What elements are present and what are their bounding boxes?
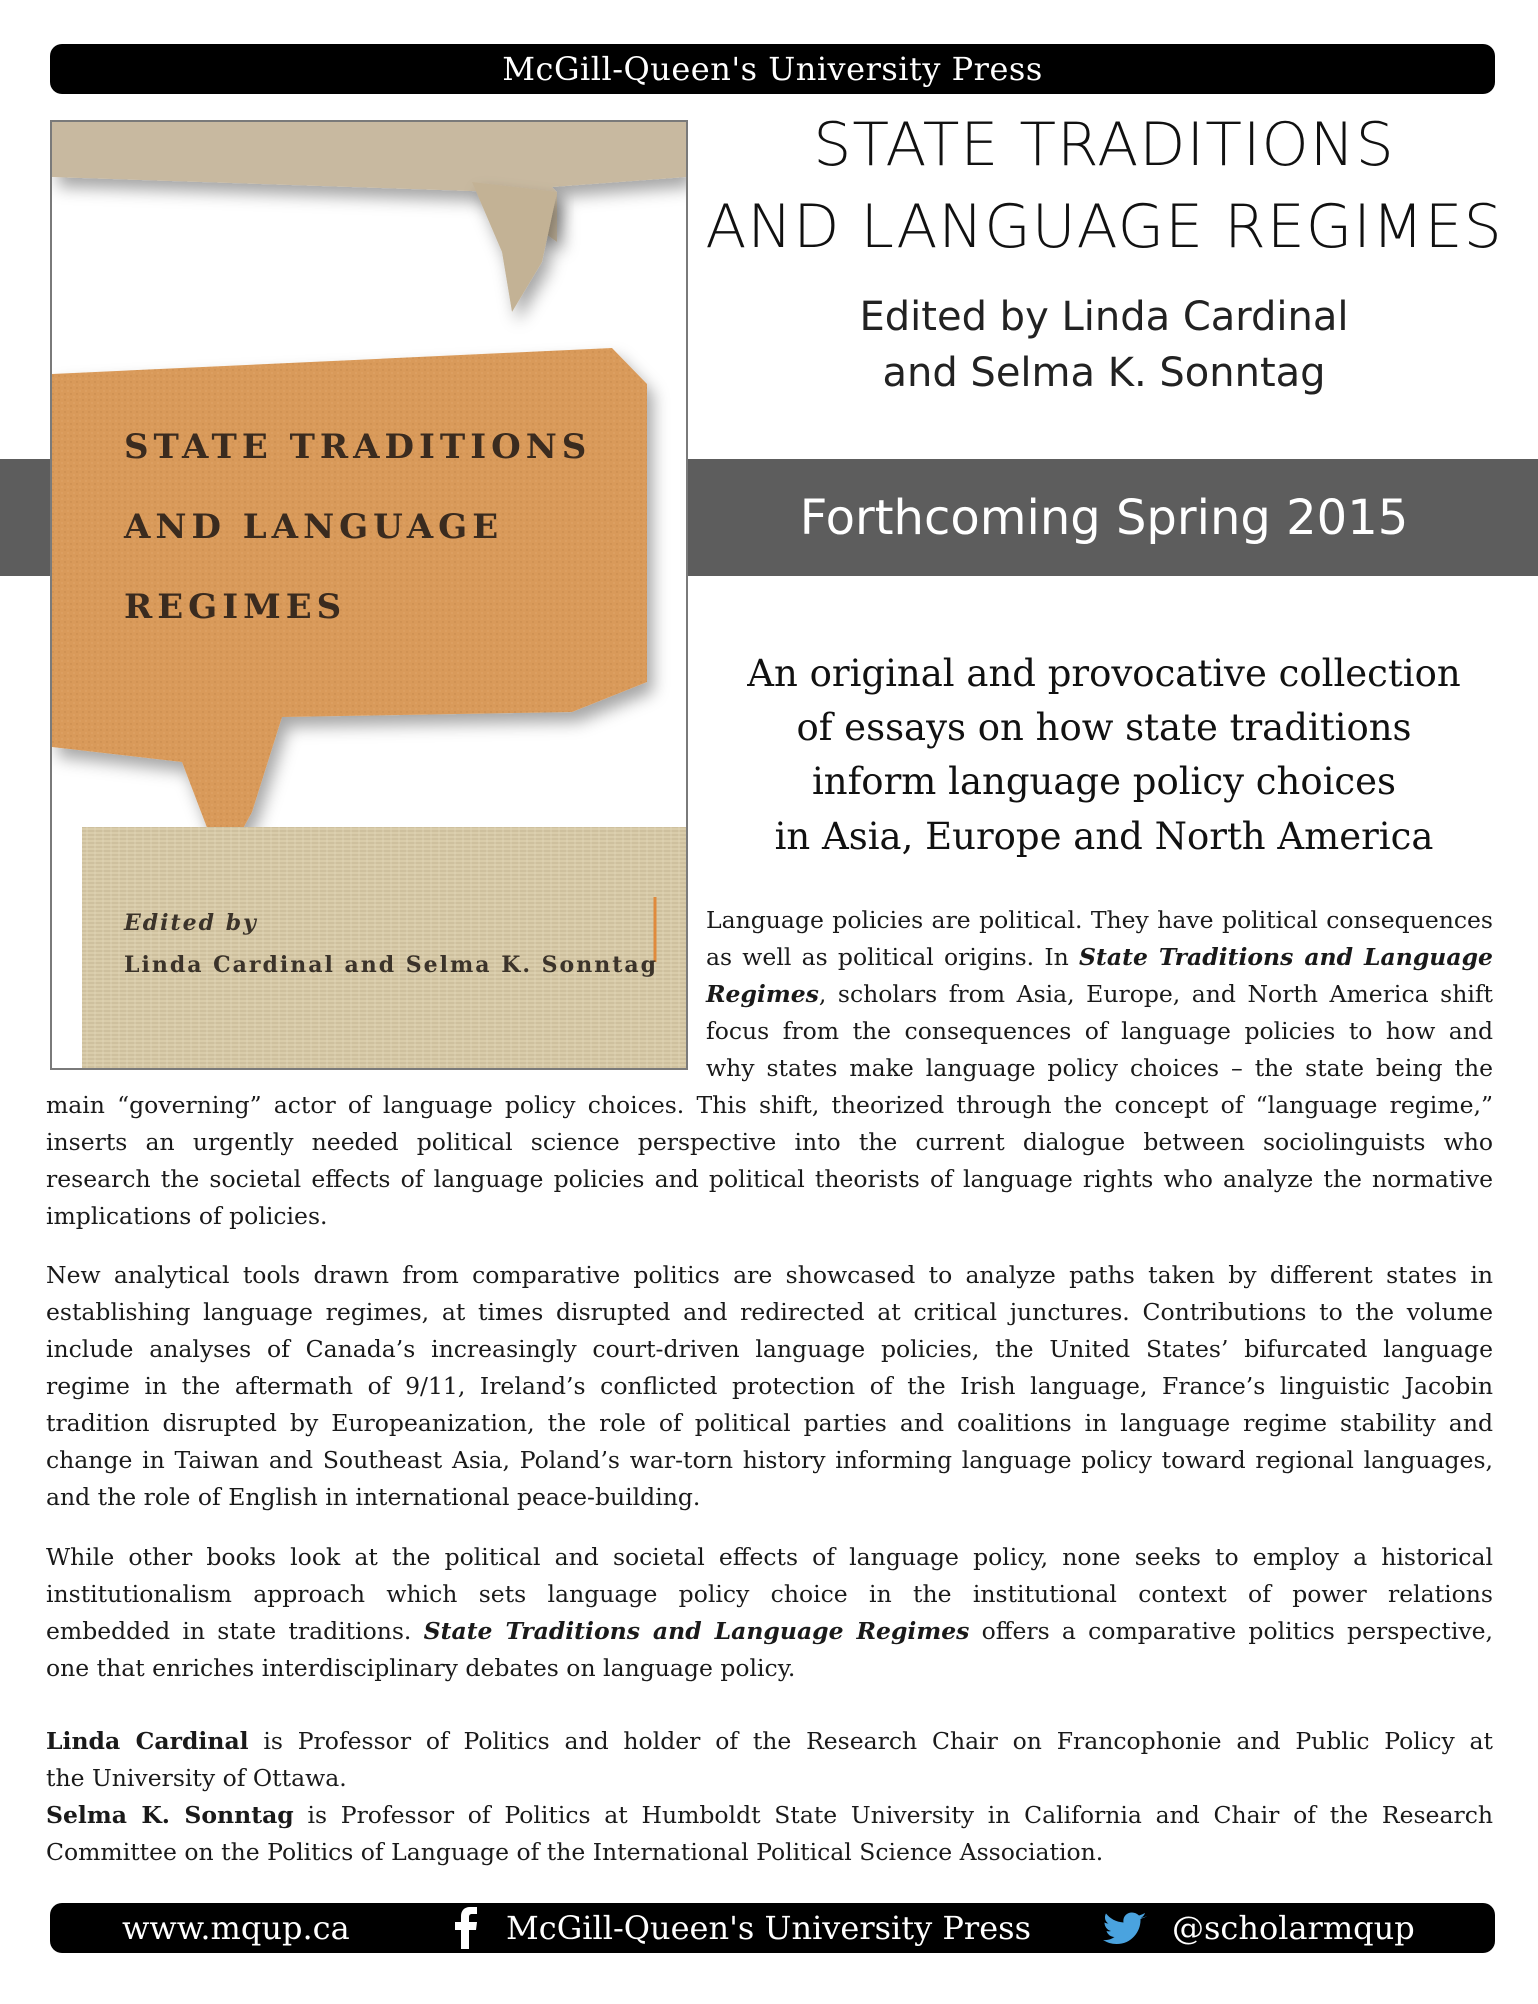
book-title-italic: State Traditions and Language Regimes bbox=[423, 1617, 970, 1645]
publisher-banner bbox=[50, 44, 1495, 94]
bio-line bbox=[46, 1801, 1493, 1829]
p2-line: regime in the aftermath of 9/11, Ireland’s conflicted protection of the Irish language, France’s linguistic Jacobin bbox=[46, 1372, 1493, 1400]
p2-line: New analytical tools drawn from comparative politics are showcased to analyze paths taken by different states in bbox=[46, 1261, 1493, 1289]
p1-text: , scholars from Asia, Europe, and North America shift bbox=[818, 980, 1493, 1008]
p1-line: inserts an urgently needed political science perspective into the current dialogue between sociolinguists who bbox=[46, 1128, 1493, 1156]
p2-line: establishing language regimes, at times disrupted and redirected at critical junctures. Contributions to the volume bbox=[46, 1298, 1493, 1326]
p2-line: include analyses of Canada’s increasingly court-driven language policies, the United States’ bifurcated language bbox=[46, 1335, 1493, 1363]
p1-line: why states make language policy choices – the state being the bbox=[706, 1054, 1493, 1082]
p1-line: implications of policies. bbox=[46, 1202, 328, 1230]
p2-line: and the role of English in international peace-building. bbox=[46, 1483, 701, 1511]
cover-title-line-2: AND LANGUAGE bbox=[124, 507, 504, 547]
p2-line: tradition disrupted by Europeanization, the role of political parties and coalitions in language regime stability and bbox=[46, 1409, 1493, 1437]
p3-line: While other books look at the political and societal effects of language policy, none seeks to employ a historical bbox=[46, 1543, 1493, 1571]
tagline-line-3: inform language policy choices bbox=[811, 760, 1397, 803]
facebook-icon[interactable] bbox=[452, 1907, 478, 1957]
bio-line bbox=[46, 1727, 1493, 1755]
facebook-link[interactable]: McGill-Queen's University Press bbox=[506, 1909, 1031, 1947]
editors-line-2: and Selma K. Sonntag bbox=[882, 350, 1326, 396]
bio-name: Linda Cardinal bbox=[46, 1727, 249, 1755]
website-link[interactable]: www.mqup.ca bbox=[122, 1909, 350, 1947]
book-title-italic: State Traditions and Language bbox=[1079, 943, 1493, 971]
twitter-icon[interactable] bbox=[1103, 1912, 1147, 1954]
bio-name: Selma K. Sonntag bbox=[46, 1801, 294, 1829]
p3-text: embedded in state traditions. bbox=[46, 1617, 424, 1645]
cover-title-line-3: REGIMES bbox=[124, 587, 347, 627]
p1-line: main “governing” actor of language policy choices. This shift, theorized through the concept of “language regime,” bbox=[46, 1091, 1493, 1119]
cover-editors: Linda Cardinal and Selma K. Sonntag bbox=[124, 952, 658, 978]
bio-line: Committee on the Politics of Language of the International Political Science Association. bbox=[46, 1838, 1104, 1866]
p1-line: research the societal effects of language policies and political theorists of language rights who analyze the normative bbox=[46, 1165, 1493, 1193]
p3-text: offers a comparative politics perspective, bbox=[969, 1617, 1494, 1645]
p3-line: institutionalism approach which sets language policy choice in the institutional context of power relations bbox=[46, 1580, 1493, 1608]
cover-edited-by: Edited by bbox=[124, 910, 258, 936]
twitter-handle[interactable]: @scholarmqup bbox=[1172, 1909, 1415, 1947]
bio-text: is Professor of Politics and holder of the Research Chair on Francophonie and Public Policy at bbox=[248, 1727, 1493, 1755]
p1-text: as well as political origins. In bbox=[706, 943, 1080, 971]
editors-line-1: Edited by Linda Cardinal bbox=[859, 294, 1349, 340]
book-title-line-2: AND LANGUAGE REGIMES bbox=[705, 192, 1503, 262]
p1-line: Language policies are political. They have political consequences bbox=[706, 906, 1493, 934]
p1-line bbox=[706, 943, 1493, 971]
bio-line: the University of Ottawa. bbox=[46, 1764, 347, 1792]
tagline-line-2: of essays on how state traditions bbox=[796, 706, 1412, 749]
tagline-line-1: An original and provocative collection bbox=[747, 652, 1461, 695]
book-title-line-1: STATE TRADITIONS bbox=[813, 110, 1395, 180]
p3-line: one that enriches interdisciplinary debates on language policy. bbox=[46, 1654, 796, 1682]
footer-bar bbox=[50, 1903, 1495, 1953]
bio-text: is Professor of Politics at Humboldt State University in California and Chair of the Research bbox=[293, 1801, 1494, 1829]
p1-line bbox=[706, 980, 1493, 1008]
p3-line bbox=[46, 1617, 1493, 1645]
cover-title-line-1: STATE TRADITIONS bbox=[124, 427, 592, 467]
p2-line: change in Taiwan and Southeast Asia, Poland’s war-torn history informing language policy toward regional languages, bbox=[46, 1446, 1493, 1474]
book-cover-image bbox=[50, 120, 688, 1070]
p1-line: focus from the consequences of language policies to how and bbox=[706, 1017, 1493, 1045]
publisher-name: McGill-Queen's University Press bbox=[502, 50, 1043, 88]
tagline-line-4: in Asia, Europe and North America bbox=[774, 815, 1434, 858]
book-title-italic: Regimes bbox=[706, 980, 819, 1008]
forthcoming-text: Forthcoming Spring 2015 bbox=[799, 489, 1409, 546]
